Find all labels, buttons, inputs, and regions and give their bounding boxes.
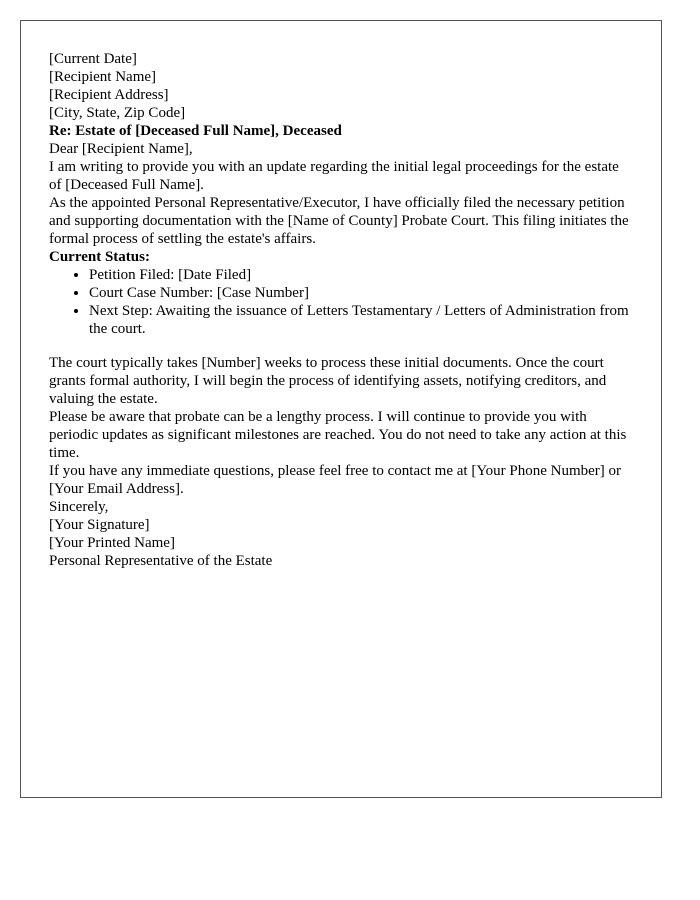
status-list — [49, 266, 633, 338]
recipient-address: [Recipient Address] — [49, 87, 169, 103]
recipient-city-state-zip: [City, State, Zip Code] — [49, 105, 186, 121]
signer-title: Personal Representative of the Estate — [49, 553, 273, 569]
recipient-name: [Recipient Name] — [49, 69, 157, 85]
signer-block — [49, 534, 633, 570]
awareness-paragraph: Please be aware that probate can be a lengthy process. I will continue to provide you with periodic updates as significant milestones are reached. You do not need to take any action at this time. — [49, 409, 627, 461]
timeline-paragraph: The court typically takes [Number] weeks to process these initial documents. Once the court grants formal authority, I will begin the process of identifying assets, notifying creditors, and valuing the estate. — [49, 355, 607, 407]
letter-subject: Re: Estate of [Deceased Full Name], Deceased — [49, 123, 342, 139]
letter-salutation: Dear [Recipient Name], — [49, 141, 193, 157]
letter-signature: [Your Signature] — [49, 517, 150, 533]
signer-printed-name: [Your Printed Name] — [49, 535, 175, 551]
intro-paragraph: I am writing to provide you with an update regarding the initial legal proceedings for the estate of [Deceased Full Name]. — [49, 159, 619, 193]
letter-closing: Sincerely, — [49, 499, 109, 515]
recipient-block — [49, 68, 633, 122]
status-item-petition-filed: • Petition Filed: [Date Filed] — [89, 266, 633, 284]
status-item-case-number: • Court Case Number: [Case Number] — [89, 284, 633, 302]
contact-paragraph: If you have any immediate questions, please feel free to contact me at [Your Phone Number] or [Your Email Address]. — [49, 463, 622, 497]
filing-paragraph: As the appointed Personal Representative/Executor, I have officially filed the necessary petition and supporting documentation with the [Name of County] Probate Court. This filing initiates the formal process of settling the estate's affairs. — [49, 195, 629, 247]
letter-page — [20, 20, 662, 798]
status-item-next-step: • Next Step: Awaiting the issuance of Letters Testamentary / Letters of Administration from the court. — [89, 302, 633, 338]
letter-date: [Current Date] — [49, 51, 137, 67]
status-heading: Current Status: — [49, 249, 150, 265]
